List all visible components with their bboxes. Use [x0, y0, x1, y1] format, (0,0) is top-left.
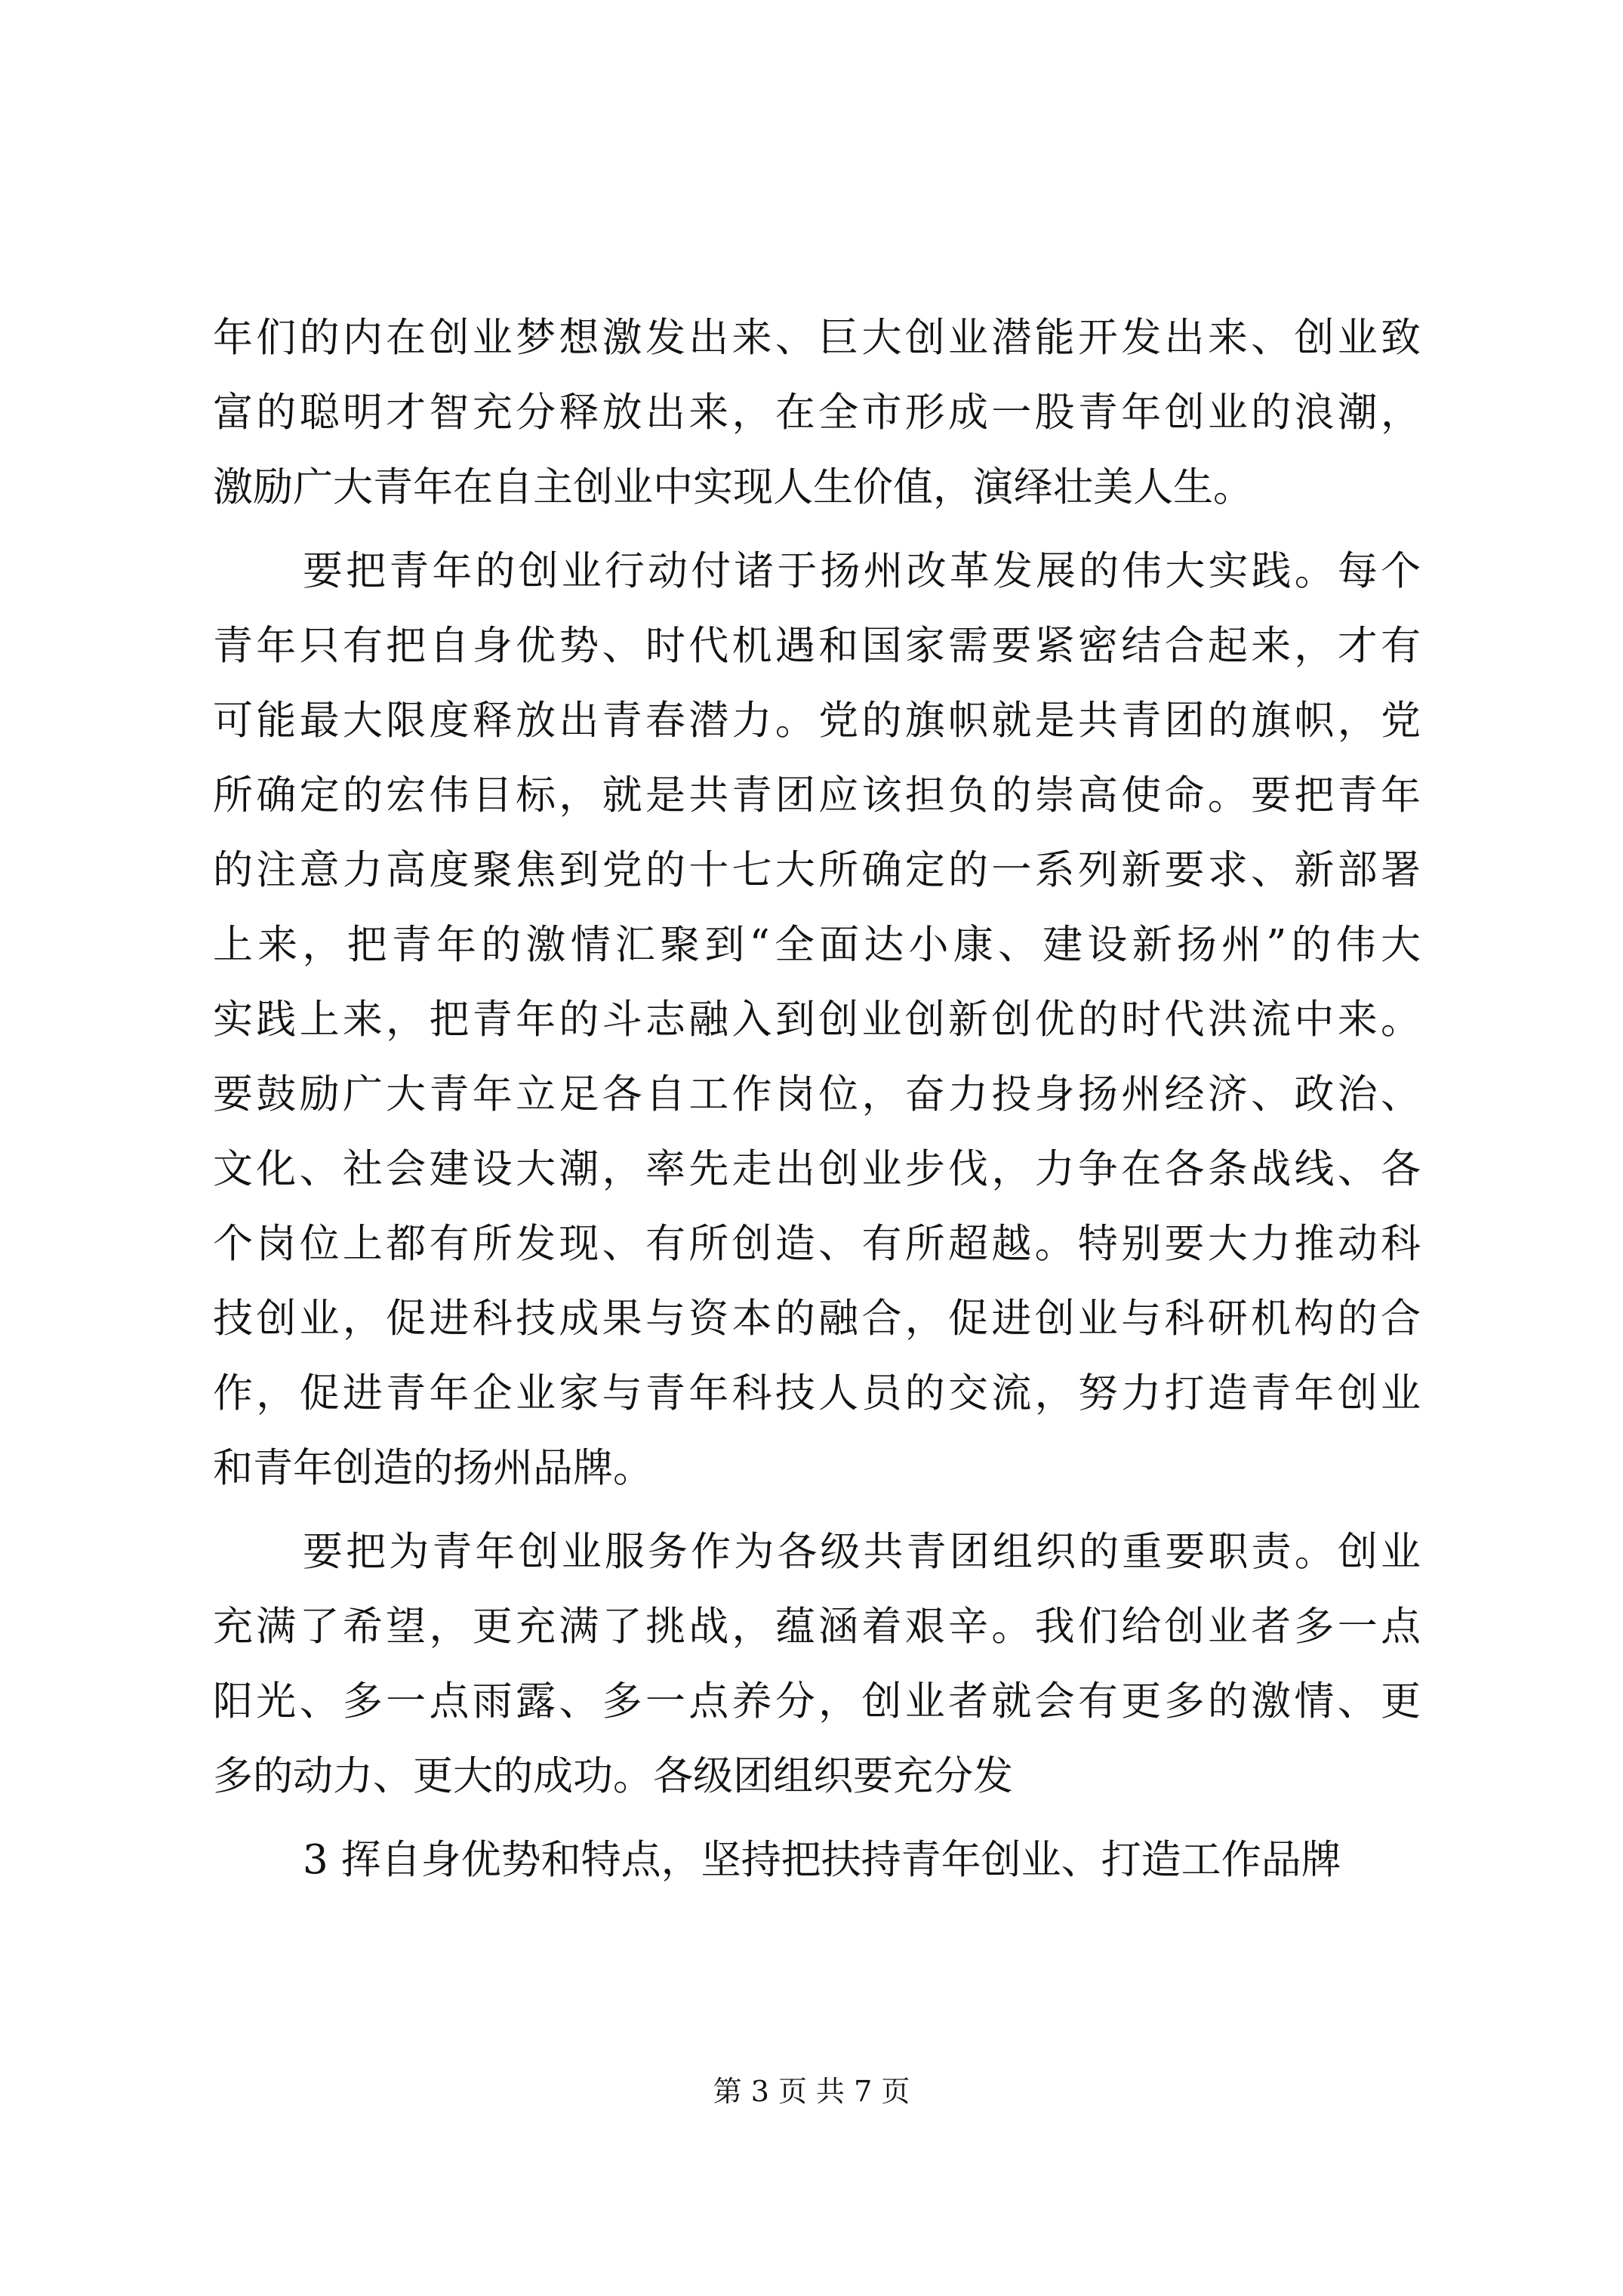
text-line: 技创业，促进科技成果与资本的融合，促进创业与科研机构的合 [213, 1296, 1421, 1342]
text-line: 所确定的宏伟目标，就是共青团应该担负的崇高使命。要把青年 [213, 772, 1421, 818]
text-line: 文化、社会建设大潮，率先走出创业步伐，力争在各条战线、各 [213, 1146, 1421, 1192]
text-line: 的注意力高度聚焦到党的十七大所确定的一系列新要求、新部署 [213, 847, 1421, 893]
text-line: 年们的内在创业梦想激发出来、巨大创业潜能开发出来、创业致 [213, 315, 1421, 361]
text-line: 个岗位上都有所发现、有所创造、有所超越。特别要大力推动科 [213, 1221, 1421, 1267]
text-line: 多的动力、更大的成功。各级团组织要充分发 [213, 1753, 1013, 1799]
text-line: 3 挥自身优势和特点，坚持把扶持青年创业、打造工作品牌 [303, 1837, 1341, 1883]
text-line: 上来，把青年的激情汇聚到“全面达小康、建设新扬州”的伟大 [213, 922, 1421, 968]
text-line: 可能最大限度释放出青春潜力。党的旗帜就是共青团的旗帜，党 [213, 698, 1421, 744]
text-line: 实践上来，把青年的斗志融入到创业创新创优的时代洪流中来。 [213, 997, 1421, 1043]
text-line: 和青年创造的扬州品牌。 [213, 1445, 653, 1491]
text-line: 要把为青年创业服务作为各级共青团组织的重要职责。创业 [303, 1529, 1421, 1575]
text-line: 要鼓励广大青年立足各自工作岗位，奋力投身扬州经济、政治、 [213, 1071, 1421, 1117]
text-line: 作，促进青年企业家与青年科技人员的交流，努力打造青年创业 [213, 1370, 1421, 1416]
text-line: 富的聪明才智充分释放出来，在全市形成一股青年创业的浪潮， [213, 390, 1421, 436]
text-line: 激励广大青年在自主创业中实现人生价值，演绎壮美人生。 [213, 464, 1253, 510]
text-line: 青年只有把自身优势、时代机遇和国家需要紧密结合起来，才有 [213, 623, 1421, 669]
body-text [213, 300, 1421, 1897]
text-line: 要把青年的创业行动付诸于扬州改革发展的伟大实践。每个 [303, 548, 1421, 594]
text-line: 充满了希望，更充满了挑战，蕴涵着艰辛。我们给创业者多一点 [213, 1604, 1421, 1650]
text-line: 阳光、多一点雨露、多一点养分，创业者就会有更多的激情、更 [213, 1678, 1421, 1724]
page-number-footer: 第 3 页 共 7 页 [713, 2075, 910, 2108]
